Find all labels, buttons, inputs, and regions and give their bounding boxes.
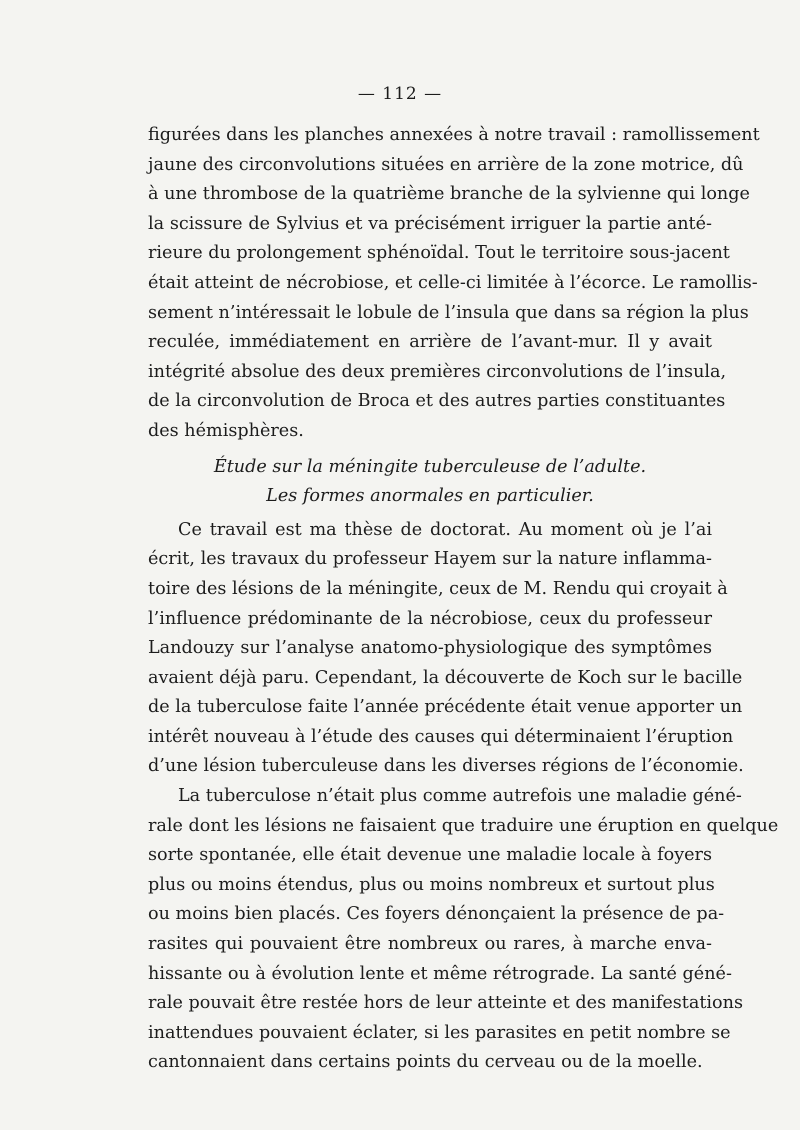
text-line: cantonnaient dans certains points du cerveau ou de la moelle. (148, 1052, 703, 1073)
text-line: rale dont les lésions ne faisaient que traduire une éruption en quelque (148, 815, 779, 836)
paragraph-2 (148, 516, 744, 782)
text-line: sorte spontanée, elle était devenue une maladie locale à foyers (148, 845, 712, 866)
text-line: de la tuberculose faite l’année précédente était venue apporter un (148, 697, 743, 718)
page-number: — 112 — (357, 84, 443, 104)
body-text (148, 121, 779, 1078)
paragraph-1 (148, 121, 760, 447)
text-line: rieure du prolongement sphénoïdal. Tout le territoire sous-jacent (148, 243, 730, 264)
text-line: d’une lésion tuberculeuse dans les diverses régions de l’économie. (148, 756, 744, 777)
text-line: à une thrombose de la quatrième branche de la sylvienne qui longe (148, 184, 750, 205)
text-line: inattendues pouvaient éclater, si les parasites en petit nombre se (148, 1022, 731, 1043)
text-line: avaient déjà paru. Cependant, la découverte de Koch sur le bacille (148, 667, 743, 688)
text-line: hissante ou à évolution lente et même rétrograde. La santé géné- (148, 963, 732, 984)
text-line: Landouzy sur l’analyse anatomo-physiologique des symptômes (148, 638, 712, 659)
text-line: plus ou moins étendus, plus ou moins nombreux et surtout plus (148, 874, 715, 895)
text-line: la scissure de Sylvius et va précisément irriguer la partie anté- (148, 213, 712, 234)
text-line: des hémisphères. (148, 420, 304, 441)
text-line: toire des lésions de la méningite, ceux de M. Rendu qui croyait à (148, 578, 728, 599)
text-line: figurées dans les planches annexées à notre travail : ramollissement (148, 125, 760, 145)
text-line: de la circonvolution de Broca et des autres parties constituantes (148, 391, 726, 412)
section-heading (148, 453, 712, 512)
text-line: l’influence prédominante de la nécrobiose, ceux du professeur (148, 608, 712, 629)
text-line: jaune des circonvolutions situées en arrière de la zone motrice, dû (148, 154, 744, 175)
text-line: La tuberculose n’était plus comme autrefois une maladie géné- (178, 786, 742, 807)
text-line: rale pouvait être restée hors de leur atteinte et des manifestations (148, 993, 744, 1014)
heading-line-1: Étude sur la méningite tuberculeuse de l’adulte. (213, 456, 647, 477)
text-line: intérêt nouveau à l’étude des causes qui déterminaient l’éruption (148, 726, 734, 747)
text-line: écrit, les travaux du professeur Hayem sur la nature inflamma- (148, 549, 712, 570)
paragraph-3 (148, 782, 779, 1078)
text-line: reculée, immédiatement en arrière de l’avant-mur. Il y avait (148, 332, 712, 353)
heading-line-2: Les formes anormales en particulier. (266, 486, 594, 507)
text-line: rasites qui pouvaient être nombreux ou rares, à marche enva- (148, 934, 712, 955)
text-line: sement n’intéressait le lobule de l’insula que dans sa région la plus (148, 302, 749, 323)
text-line: intégrité absolue des deux premières circonvolutions de l’insula, (148, 361, 727, 382)
text-line: ou moins bien placés. Ces foyers dénonçaient la présence de pa- (148, 904, 725, 925)
text-line: Ce travail est ma thèse de doctorat. Au moment où je l’ai (178, 519, 712, 540)
text-line: était atteint de nécrobiose, et celle-ci limitée à l’écorce. Le ramollis- (148, 272, 758, 293)
